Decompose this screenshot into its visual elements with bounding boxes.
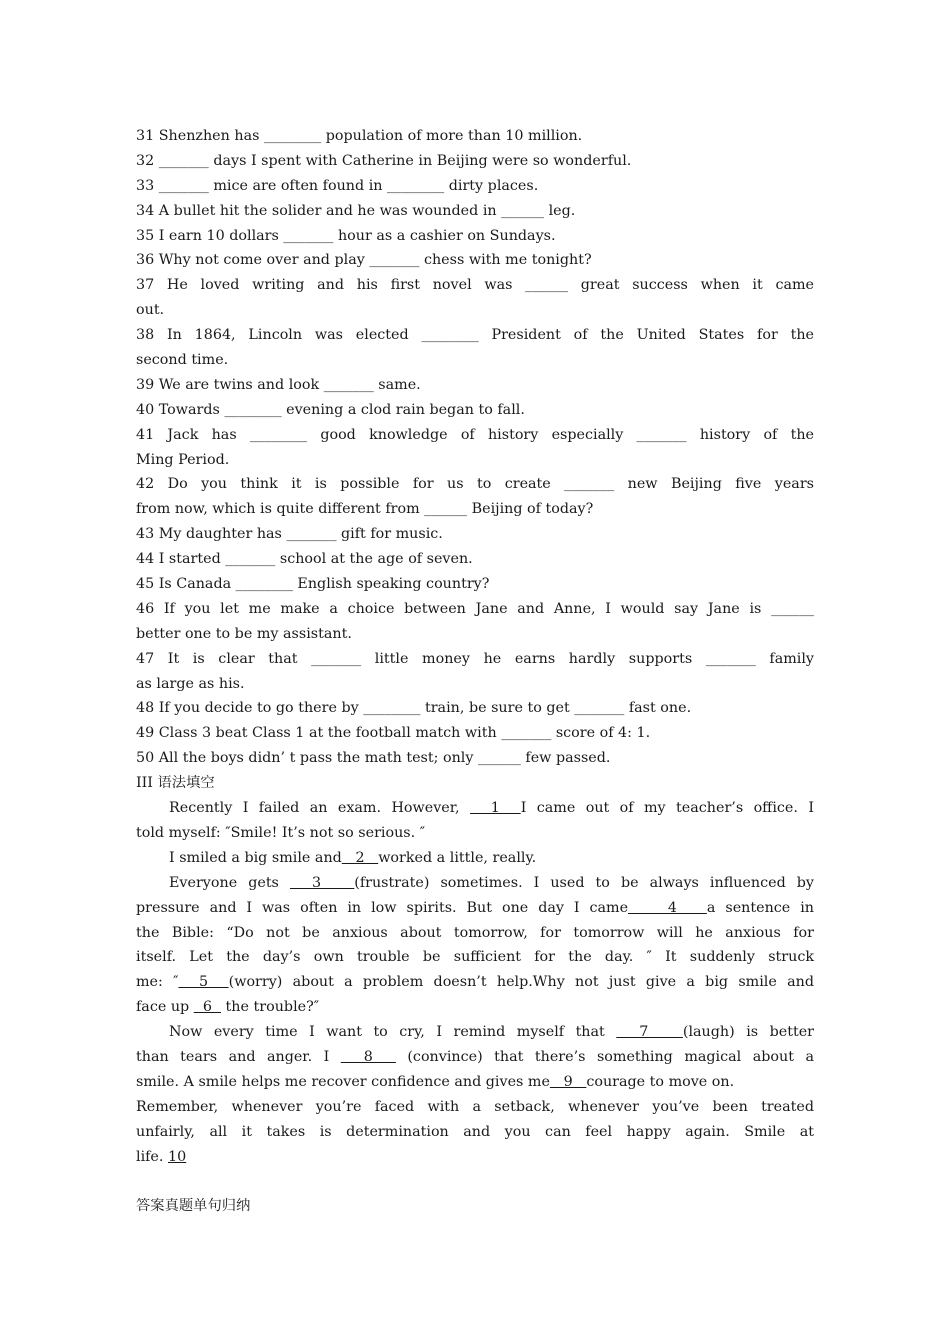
- text-line: 43 My daughter has _______ gift for music.: [136, 526, 443, 543]
- text-line: 50 All the boys didn’ t pass the math test; only ______ few passed.: [136, 750, 611, 767]
- answer-blank: 5: [178, 974, 229, 991]
- text-line: better one to be my assistant.: [136, 625, 352, 642]
- text-segment: pressure and I was often in low spirits. But one day I came: [136, 899, 629, 916]
- blank-line: [136, 1169, 814, 1194]
- text-line: 45 Is Canada ________ English speaking country?: [136, 576, 490, 593]
- text-line: 37 He loved writing and his first novel was ______ great success when it came: [136, 277, 814, 294]
- text-segment: life.: [136, 1148, 168, 1165]
- text-segment: a sentence in: [706, 899, 815, 916]
- answer-blank: 3: [289, 874, 355, 891]
- text-segment: the trouble?″: [221, 999, 320, 1016]
- answer-blank: 10: [168, 1148, 187, 1165]
- text-segment: Recently I failed an exam. However,: [169, 800, 470, 817]
- text-line: 39 We are twins and look _______ same.: [136, 376, 421, 393]
- text-segment: worked a little, really.: [378, 849, 537, 866]
- text-segment: face up: [136, 999, 194, 1016]
- text-line: out.: [136, 302, 165, 319]
- text-line: [136, 1145, 814, 1170]
- document-text: [136, 124, 814, 1219]
- text-line: 46 If you let me make a choice between Jane and Anne, I would say Jane is ______: [136, 600, 814, 617]
- text-segment: Everyone gets: [169, 874, 290, 891]
- text-line: told myself: ″Smile! It’s not so serious. ″: [136, 824, 426, 841]
- text-segment: smile. A smile helps me recover confidence and gives me: [136, 1073, 550, 1090]
- text-segment: (frustrate) sometimes. I used to be always influenced by: [354, 874, 814, 891]
- text-line: the Bible: “Do not be anxious about tomorrow, for tomorrow will he anxious for: [136, 924, 814, 941]
- text-segment: me: ″: [136, 974, 179, 991]
- text-segment: (convince) that there’s something magical about a: [395, 1048, 814, 1065]
- text-line: [136, 871, 814, 896]
- answer-blank: 1: [469, 800, 521, 817]
- text-line: 38 In 1864, Lincoln was elected ________ President of the United States for the: [136, 327, 814, 344]
- text-line: from now, which is quite different from ______ Beijing of today?: [136, 501, 594, 518]
- text-line: [136, 796, 814, 821]
- text-line: 42 Do you think it is possible for us to create _______ new Beijing five years: [136, 476, 814, 493]
- answer-blank: 8: [340, 1048, 396, 1065]
- text-line: Ming Period.: [136, 451, 230, 468]
- text-line: Remember, whenever you’re faced with a setback, whenever you’ve been treated: [136, 1098, 814, 1115]
- answer-blank: 6: [193, 999, 222, 1016]
- text-line: [136, 970, 814, 995]
- text-line: [136, 995, 814, 1020]
- text-line: [136, 1045, 814, 1070]
- text-segment: I came out of my teacher’s office. I: [520, 800, 814, 817]
- text-line: [136, 1020, 814, 1045]
- text-segment: (laugh) is better: [682, 1024, 814, 1041]
- text-line: 35 I earn 10 dollars _______ hour as a cashier on Sundays.: [136, 227, 556, 244]
- text-line: 48 If you decide to go there by ________ train, be sure to get _______ fast one.: [136, 700, 692, 717]
- text-segment: courage to move on.: [586, 1073, 735, 1090]
- text-segment: Now every time I want to cry, I remind myself that: [169, 1024, 617, 1041]
- answer-blank: 4: [628, 899, 707, 916]
- text-line: [136, 1070, 814, 1095]
- text-line: second time.: [136, 352, 229, 369]
- text-line: [136, 896, 814, 921]
- text-line: itself. Let the day’s own trouble be sufficient for the day. ″ It suddenly struck: [136, 949, 814, 966]
- text-line: 44 I started _______ school at the age of seven.: [136, 551, 473, 568]
- text-line: 33 _______ mice are often found in ________ dirty places.: [136, 177, 539, 194]
- text-line: 32 _______ days I spent with Catherine in Beijing were so wonderful.: [136, 152, 632, 169]
- text-line: 31 Shenzhen has ________ population of more than 10 million.: [136, 128, 583, 144]
- text-line: unfairly, all it takes is determination and you can feel happy again. Smile at: [136, 1123, 814, 1140]
- answer-blank: 2: [341, 849, 379, 866]
- text-line: 49 Class 3 beat Class 1 at the football match with _______ score of 4: 1.: [136, 725, 651, 742]
- text-line: 47 It is clear that _______ little money he earns hardly supports _______ family: [136, 650, 814, 667]
- text-line: 答案真题单句归纳: [136, 1198, 251, 1215]
- text-line: 41 Jack has ________ good knowledge of history especially _______ history of the: [136, 426, 814, 443]
- text-segment: than tears and anger. I: [136, 1048, 341, 1065]
- text-segment: (worry) about a problem doesn’t help.Why not just give a big smile and: [228, 974, 814, 991]
- text-line: as large as his.: [136, 675, 245, 692]
- text-segment: I smiled a big smile and: [169, 849, 342, 866]
- answer-blank: 7: [616, 1024, 683, 1041]
- text-line: 40 Towards ________ evening a clod rain began to fall.: [136, 401, 525, 418]
- answer-blank: 9: [549, 1073, 587, 1090]
- text-line: 36 Why not come over and play _______ chess with me tonight?: [136, 252, 592, 269]
- text-line: 34 A bullet hit the solider and he was wounded in ______ leg.: [136, 202, 576, 219]
- text-line: [136, 846, 814, 871]
- text-line: III 语法填空: [136, 775, 215, 792]
